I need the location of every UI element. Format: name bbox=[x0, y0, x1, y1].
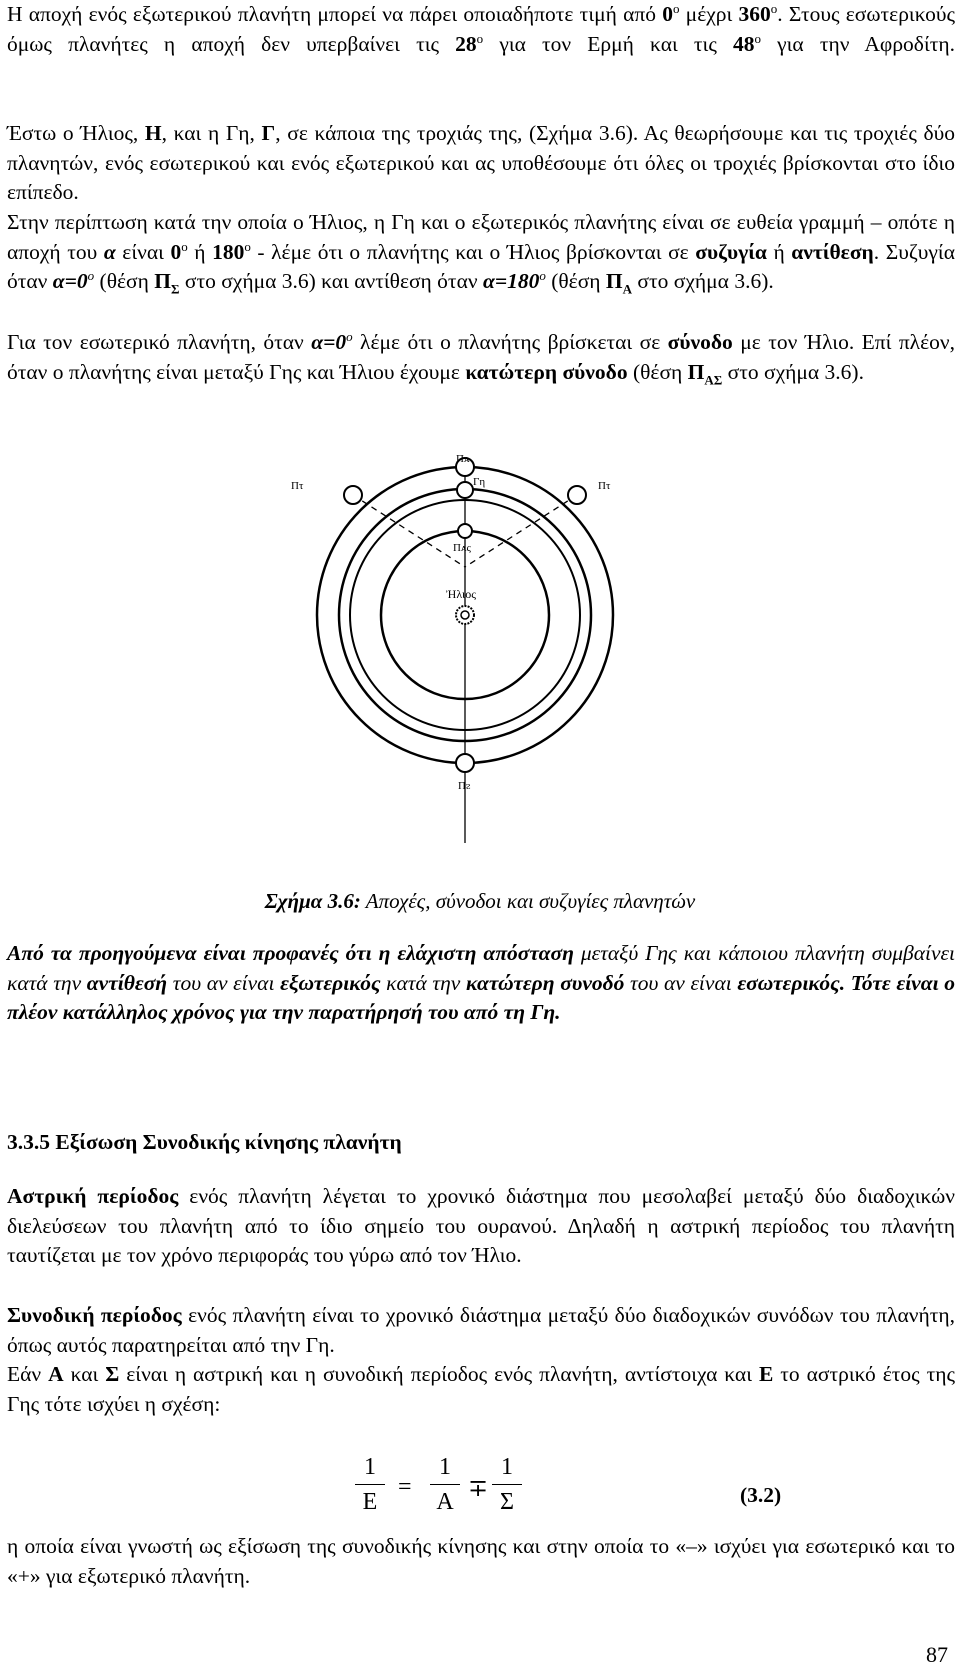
planet-conjunction bbox=[456, 754, 474, 772]
section-heading: 3.3.5 Εξίσωση Συνοδικής κίνησης πλανήτη bbox=[7, 1130, 402, 1154]
page-number: 87 bbox=[926, 1642, 948, 1667]
earth bbox=[457, 482, 473, 498]
planet-inferior-conjunction bbox=[458, 524, 472, 538]
fraction-1-over-e: 1 Ε bbox=[355, 1452, 385, 1517]
label-pas: Πᴀς bbox=[453, 542, 471, 554]
label-pa: Πᴀ bbox=[456, 455, 470, 466]
paragraph-conjunction-opposition: Στην περίπτωση κατά την οποία ο Ήλιος, η Γη και ο εξωτερικός πλανήτης είναι σε ευθεία γραμμή – οπότε η αποχή του α είναι $0^o$ ή $180^o$ - λέμε ότι ο πλανήτης και ο Ήλιος βρίσκονται σε συζυγία ή αντίθεση. Συζυγία όταν $\alpha=0^o$ (θέση $\Pi_\Sigma$ στο σχήμα 3.6) και αντίθεση όταν $\alpha=180^o$ (θέση $\Pi_A$ στο σχήμα 3.6). bbox=[7, 210, 955, 297]
minus-plus-sign: ∓ bbox=[468, 1476, 489, 1502]
label-pt-left: Πτ bbox=[291, 480, 304, 492]
equals-sign: = bbox=[398, 1474, 412, 1500]
orbits-diagram bbox=[283, 455, 648, 865]
paragraph-relation-intro: Εάν Α και Σ είναι η αστρική και η συνοδική περίοδος ενός πλανήτη, αντίστοιχα και Ε το αστρικό έτος της Γης τότε ισχύει η σχέση: bbox=[7, 1362, 955, 1416]
figure-caption: Σχήμα 3.6: Αποχές, σύνοδοι και συζυγίες πλανητών bbox=[264, 889, 696, 913]
planet-right bbox=[568, 486, 586, 504]
paragraph-minimum-distance: Από τα προηγούμενα είναι προφανές ότι η ελάχιστη απόσταση μεταξύ Γης και κάποιου πλανήτη συμβαίνει κατά την αντίθεσή του αν είναι εξωτερικός κατά την κατώτερη συνοδό του αν είναι εσωτερικός. Τότε είναι ο πλέον κατάλληλος χρόνος για την παρατήρησή του από τη Γη. bbox=[7, 941, 955, 1024]
label-ps: Πᴤ bbox=[458, 780, 471, 792]
fraction-1-over-a: 1 Α bbox=[430, 1452, 460, 1517]
paragraph-synodic-period: Συνοδική περίοδος ενός πλανήτη είναι το χρονικό διάστημα μεταξύ δύο διαδοχικών συνόδων του πλανήτη, όπως αυτός παρατηρείται από την Γη. bbox=[7, 1303, 955, 1357]
paragraph-sidereal-period: Αστρική περίοδος ενός πλανήτη λέγεται το χρονικό διάστημα που μεσολαβεί μεταξύ δύο διαδοχικών διελεύσεων του πλανήτη από το ίδιο σημείο του ουρανού. Δηλαδή η αστρική περίοδος του πλανήτη ταυτίζεται με τον χρόνο περιφοράς του γύρω από τον Ήλιο. bbox=[7, 1184, 955, 1267]
planet-left bbox=[344, 486, 362, 504]
paragraph-equation-note: η οποία είναι γνωστή ως εξίσωση της συνοδικής κίνησης και στην οποία το «–» ισχύει για εσωτερικό και το «+» για εξωτερικό πλανήτη. bbox=[7, 1534, 955, 1588]
sun-core bbox=[461, 611, 469, 619]
paragraph-elongation: Η αποχή ενός εξωτερικού πλανήτη μπορεί να πάρει οποιαδήποτε τιμή από $0^o$ μέχρι $360^o$. Στους εσωτερικούς όμως πλανήτες η αποχή δεν υπερβαίνει τις $28^o$ για τον Ερμή και τις $48^o$ για την Αφροδίτη. bbox=[7, 0, 955, 56]
paragraph-inferior-conjunction: Για τον εσωτερικό πλανήτη, όταν $\alpha=0^o$ λέμε ότι ο πλανήτης βρίσκεται σε σύνοδο με τον Ήλιο. Επί πλέον, όταν ο πλανήτης είναι μεταξύ Γης και Ήλιου έχουμε κατώτερη σύνοδο (θέση $\Pi_{A\Sigma}$ στο σχήμα 3.6). bbox=[7, 328, 955, 387]
label-pt-right: Πτ bbox=[598, 480, 611, 492]
label-sun: Ἠλιος bbox=[446, 587, 476, 601]
label-earth: Γη bbox=[473, 476, 486, 488]
paragraph-sun-earth: Έστω ο Ήλιος, Η, και η Γη, Γ, σε κάποια της τροχιάς της, (Σχήμα 3.6). Ας θεωρήσουμε και τις τροχιές δύο πλανητών, ενός εσωτερικού και ενός εξωτερικού και ας υποθέσουμε ότι όλες οι τροχιές βρίσκονται στο ίδιο επίπεδο. bbox=[7, 121, 955, 204]
fraction-1-over-s: 1 Σ bbox=[492, 1452, 522, 1517]
equation-number: (3.2) bbox=[740, 1483, 782, 1507]
